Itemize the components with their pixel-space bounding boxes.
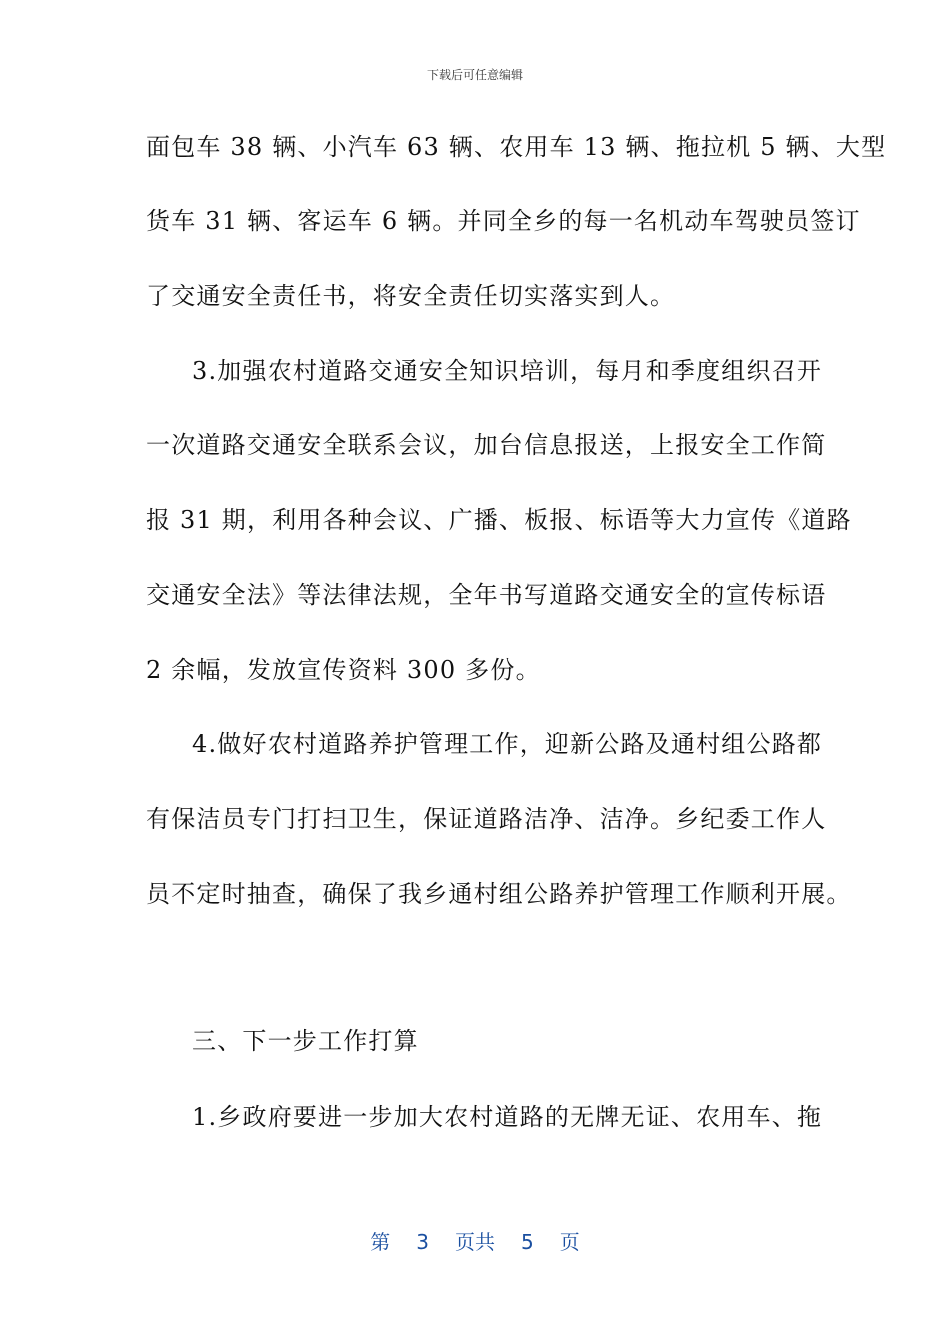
body-line: 了交通安全责任书，将安全责任切实落实到人。 (146, 282, 676, 310)
body-line: 2 余幅，发放宣传资料 300 多份。 (146, 656, 541, 684)
body-line: 一次道路交通安全联系会议，加台信息报送，上报安全工作简 (146, 431, 827, 459)
page-header: 下载后可任意编辑 (426, 68, 523, 82)
body-line: 1.乡政府要进一步加大农村道路的无牌无证、农用车、拖 (192, 1103, 823, 1131)
body-line: 3.加强农村道路交通安全知识培训，每月和季度组织召开 (192, 357, 823, 385)
body-line: 货车 31 辆、客运车 6 辆。并同全乡的每一名机动车驾驶员签订 (146, 207, 861, 235)
body-line: 4.做好农村道路养护管理工作，迎新公路及通村组公路都 (192, 730, 823, 758)
footer-page-suffix: 页 (559, 1230, 580, 1254)
body-line: 员不定时抽查，确保了我乡通村组公路养护管理工作顺利开展。 (146, 880, 852, 908)
footer-current-page: 3 (416, 1230, 429, 1254)
page-footer (0, 1226, 950, 1255)
section-heading: 三、下一步工作打算 (192, 1027, 419, 1055)
body-line: 有保洁员专门打扫卫生，保证道路洁净、洁净。乡纪委工作人 (146, 805, 827, 833)
footer-total-pages: 5 (521, 1230, 534, 1254)
footer-page-middle: 页共 (455, 1230, 495, 1254)
body-line: 交通安全法》等法律法规，全年书写道路交通安全的宣传标语 (146, 581, 827, 609)
body-line: 面包车 38 辆、小汽车 63 辆、农用车 13 辆、拖拉机 5 辆、大型 (146, 133, 887, 161)
footer-page-prefix: 第 (370, 1230, 391, 1254)
body-line: 报 31 期，利用各种会议、广播、板报、标语等大力宣传《道路 (146, 506, 852, 534)
